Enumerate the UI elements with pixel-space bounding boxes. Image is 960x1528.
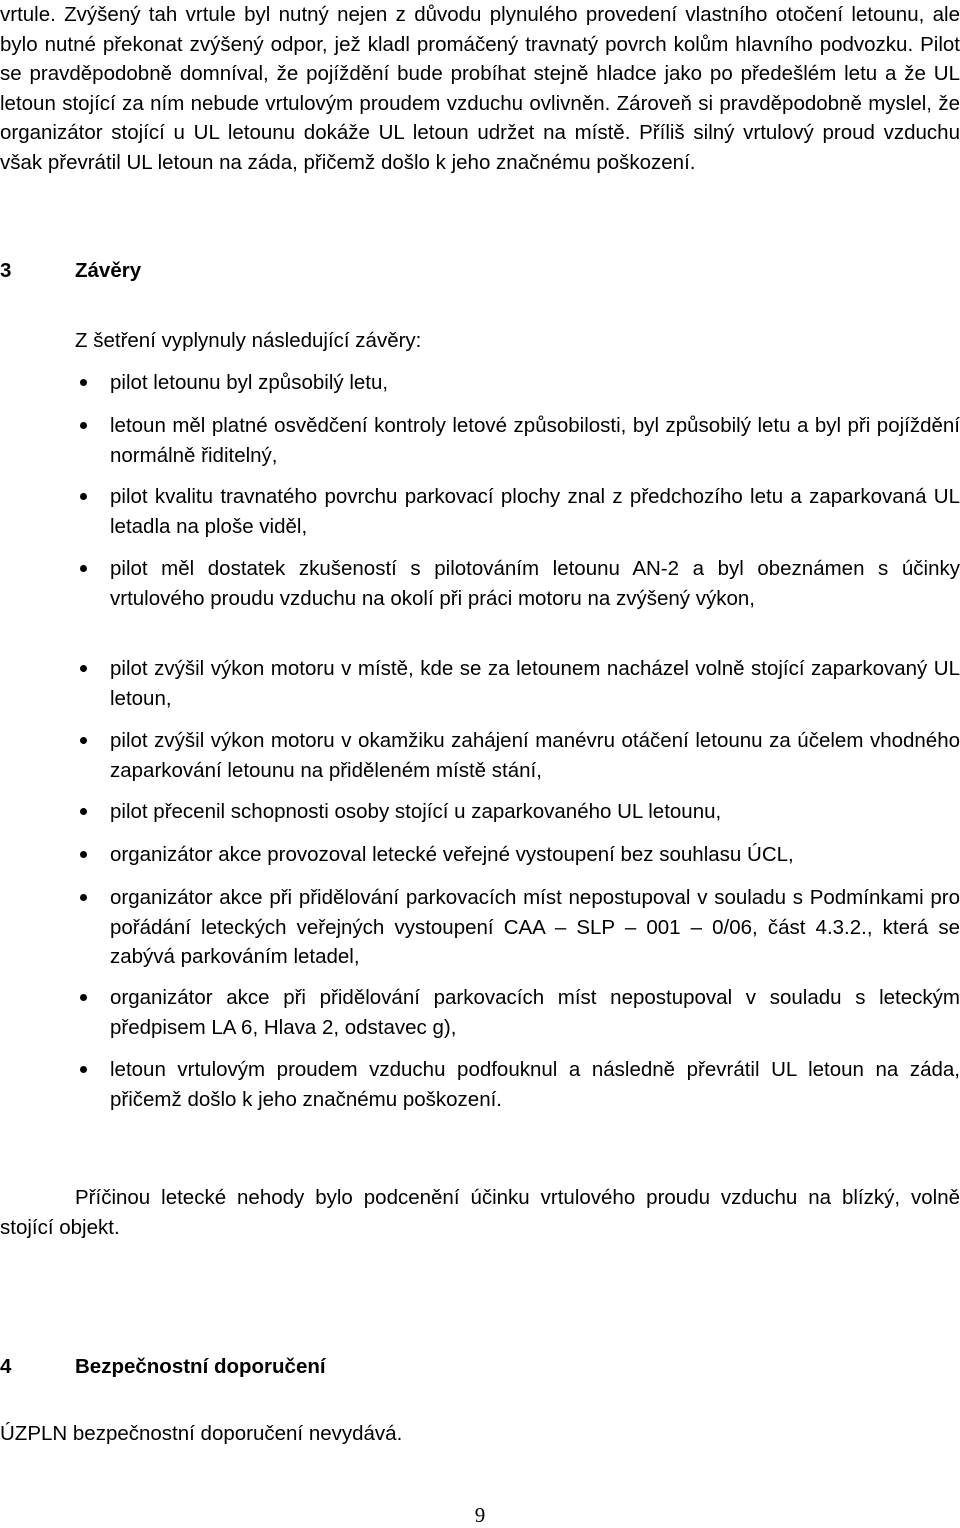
conclusion-item-8: [110, 840, 960, 870]
page-number: 9: [474, 1503, 486, 1527]
conclusion-item-3: [110, 482, 960, 541]
bullet-dot-icon: [80, 894, 87, 901]
conclusion-text: organizátor akce provozoval letecké veřejné vystoupení bez souhlasu ÚCL,: [110, 843, 794, 866]
conclusion-text: pilot letounu byl způsobilý letu,: [110, 371, 389, 394]
bullet-dot-icon: [80, 1066, 87, 1073]
conclusion-item-11: [110, 1055, 960, 1114]
conclusion-text: organizátor akce při přidělování parkovacích míst nepostupoval v souladu s leteckým předpisem LA 6, Hlava 2, odstavec g),: [110, 986, 960, 1039]
conclusion-item-9: [110, 883, 960, 972]
section-3-heading: [0, 256, 141, 285]
conclusion-text: pilot kvalitu travnatého povrchu parkovací plochy znal z předchozího letu a zaparkovaná UL letadla na ploše viděl,: [110, 485, 960, 538]
conclusion-item-5: [110, 654, 960, 713]
conclusion-text: pilot měl dostatek zkušeností s pilotováním letounu AN-2 a byl obeznámen s účinky vrtulového proudu vzduchu na okolí při práci motoru na zvýšený výkon,: [110, 557, 960, 610]
continuation-paragraph: vrtule. Zvýšený tah vrtule byl nutný nejen z důvodu plynulého provedení vlastního otočení letounu, ale bylo nutné překonat zvýšený odpor, jež kladl promáčený travnatý povrch kolům hlavního podvozku. Pilot se pravděpodobně domníval, že pojíždění bude probíhat stejně hladce jako po předešlém letu a že UL letoun stojící za ním nebude vrtulovým proudem vzduchu ovlivněn. Zároveň si pravděpodobně myslel, že organizátor stojící u UL letounu dokáže UL letoun udržet na místě. Příliš silný vrtulový proud vzduchu však převrátil UL letoun na záda, přičemž došlo k jeho značnému poškození.: [0, 3, 960, 174]
bullet-dot-icon: [80, 851, 87, 858]
conclusion-item-6: [110, 726, 960, 785]
bullet-dot-icon: [80, 665, 87, 672]
section-3-number: 3: [0, 259, 12, 282]
conclusion-item-2: [110, 411, 960, 470]
bullet-dot-icon: [80, 737, 87, 744]
bullet-dot-icon: [80, 422, 87, 429]
recommendation-text: ÚZPLN bezpečnostní doporučení nevydává.: [0, 1422, 403, 1445]
conclusion-text: pilot zvýšil výkon motoru v místě, kde se za letounem nacházel volně stojící zaparkovaný UL letoun,: [110, 657, 960, 710]
bullet-dot-icon: [80, 493, 87, 500]
conclusion-item-10: [110, 983, 960, 1042]
section-4-heading: [0, 1352, 326, 1381]
bullet-dot-icon: [80, 994, 87, 1001]
conclusion-text: pilot zvýšil výkon motoru v okamžiku zahájení manévru otáčení letounu za účelem vhodného zaparkování letounu na přiděleném místě stání,: [110, 729, 960, 782]
conclusion-item-1: [110, 368, 960, 398]
bullet-dot-icon: [80, 379, 87, 386]
cause-paragraph: [0, 1183, 960, 1242]
conclusion-text: letoun vrtulovým proudem vzduchu podfouknul a následně převrátil UL letoun na záda, přičemž došlo k jeho značnému poškození.: [110, 1058, 960, 1111]
conclusion-text: organizátor akce při přidělování parkovacích míst nepostupoval v souladu s Podmínkami pro pořádání leteckých veřejných vystoupení CAA – SLP – 001 – 0/06, část 4.3.2., která se zabývá parkováním letadel,: [110, 886, 960, 968]
conclusion-item-7: [110, 797, 960, 827]
conclusions-intro: Z šetření vyplynuly následující závěry:: [75, 329, 422, 352]
section-4-title: Bezpečnostní doporučení: [75, 1355, 326, 1378]
conclusion-text: letoun měl platné osvědčení kontroly letové způsobilosti, byl způsobilý letu a byl při pojíždění normálně řiditelný,: [110, 414, 960, 467]
bullet-dot-icon: [80, 565, 87, 572]
conclusion-text: pilot přecenil schopnosti osoby stojící u zaparkovaného UL letounu,: [110, 800, 722, 823]
section-4-number: 4: [0, 1355, 12, 1378]
conclusion-item-4: [110, 554, 960, 613]
cause-text: Příčinou letecké nehody bylo podcenění účinku vrtulového proudu vzduchu na blízký, volně stojící objekt.: [0, 1186, 960, 1239]
bullet-dot-icon: [80, 808, 87, 815]
section-3-title: Závěry: [75, 259, 142, 282]
